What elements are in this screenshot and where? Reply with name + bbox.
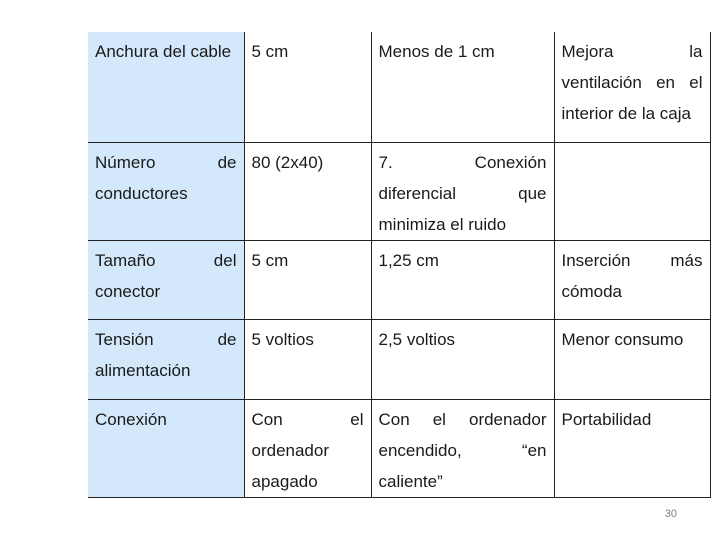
value-b-cell: 1,25 cm xyxy=(371,241,554,320)
row-label-cell: Tamaño del conector xyxy=(88,241,244,320)
benefit-cell xyxy=(554,143,710,241)
row-label-cell: Conexión xyxy=(88,400,244,498)
benefit-cell: Menor consumo xyxy=(554,320,710,400)
value-b-cell: 7. Conexión diferencial que minimiza el ruido xyxy=(371,143,554,241)
benefit-cell: Inserción más cómoda xyxy=(554,241,710,320)
table-row xyxy=(88,32,710,143)
table-row xyxy=(88,143,710,241)
table-row xyxy=(88,400,710,498)
comparison-table-container xyxy=(88,32,710,491)
table-row xyxy=(88,241,710,320)
value-a-cell: 5 voltios xyxy=(244,320,371,400)
value-b-cell: Menos de 1 cm xyxy=(371,32,554,143)
value-a-cell: Con el ordenador apagado xyxy=(244,400,371,498)
page-number: 30 xyxy=(664,508,677,520)
row-label-cell: Anchura del cable xyxy=(88,32,244,143)
benefit-cell: Mejora la ventilación en el interior de la caja xyxy=(554,32,710,143)
row-label-cell: Tensión de alimentación xyxy=(88,320,244,400)
table-row xyxy=(88,320,710,400)
benefit-cell: Portabilidad xyxy=(554,400,710,498)
value-a-cell: 5 cm xyxy=(244,241,371,320)
value-b-cell: 2,5 voltios xyxy=(371,320,554,400)
value-a-cell: 5 cm xyxy=(244,32,371,143)
value-b-cell: Con el ordenador encendido, “en caliente” xyxy=(371,400,554,498)
value-a-cell: 80 (2x40) xyxy=(244,143,371,241)
comparison-table xyxy=(88,32,711,498)
row-label-cell: Número de conductores xyxy=(88,143,244,241)
